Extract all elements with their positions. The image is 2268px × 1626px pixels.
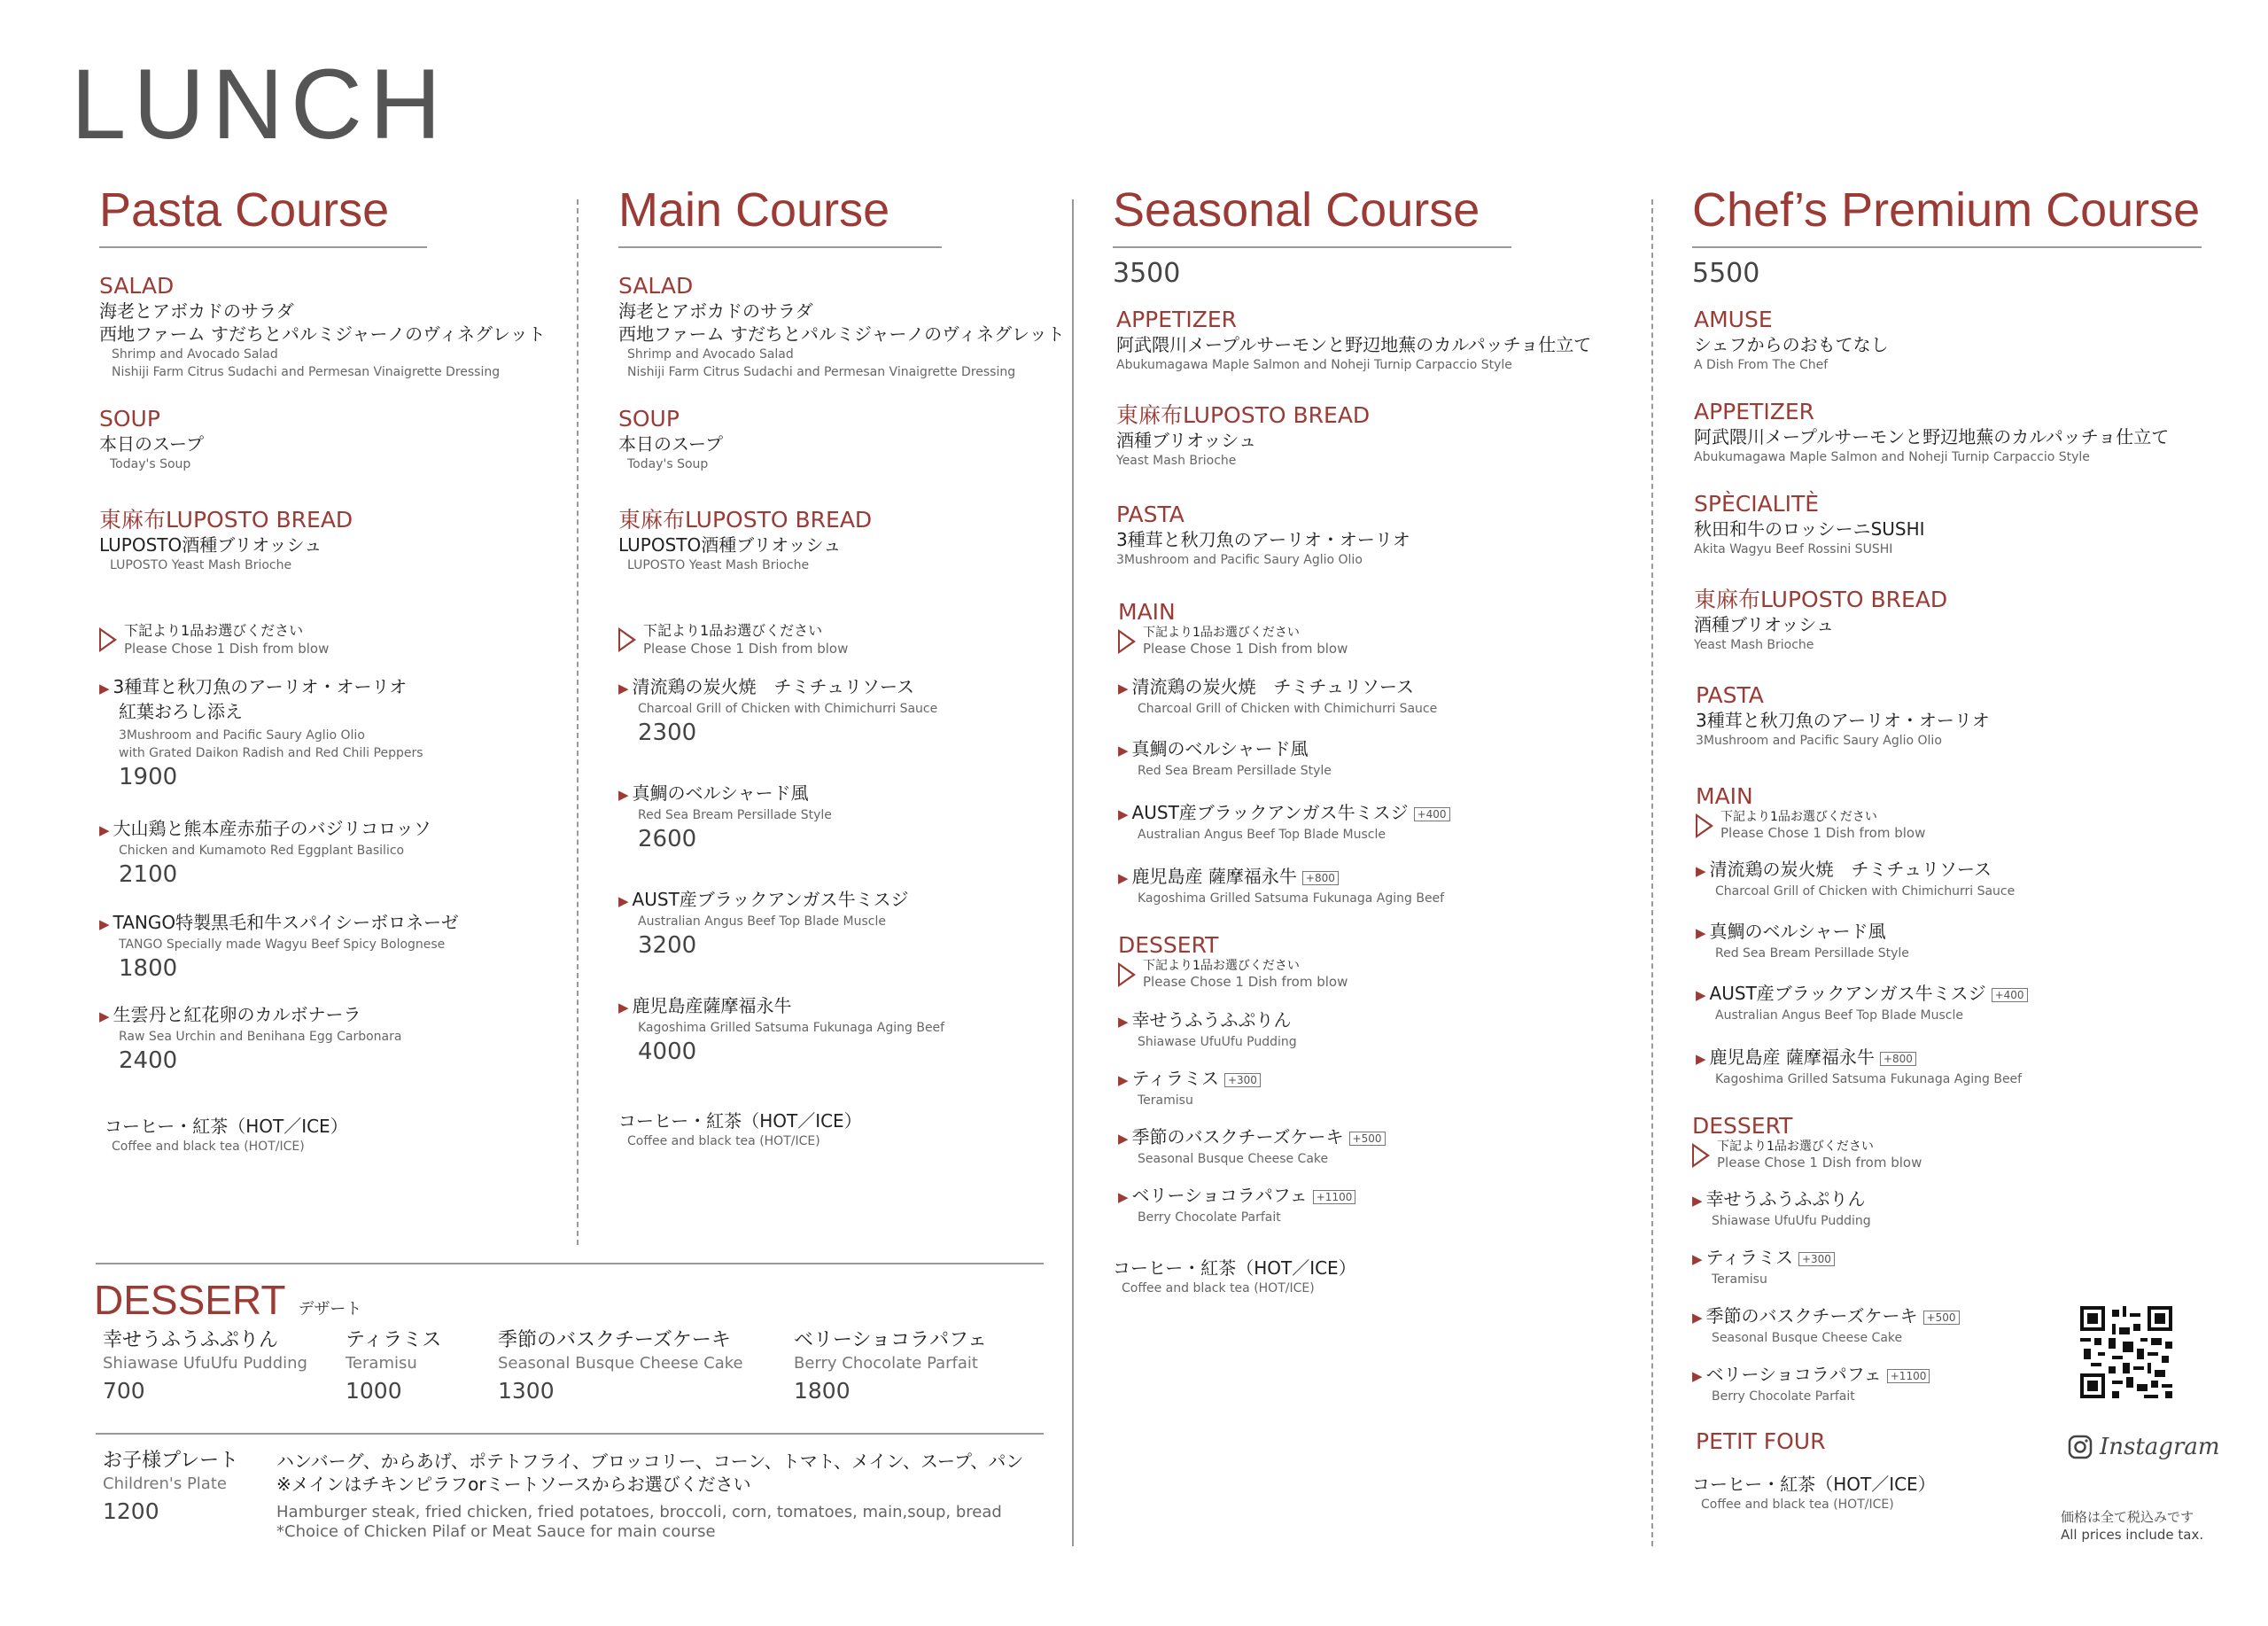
menu-item xyxy=(1692,1363,1930,1405)
section-heading: SALAD xyxy=(99,273,175,299)
dish-en: TANGO Specially made Wagyu Beef Spicy Bolognese xyxy=(119,937,446,952)
qr-code-icon[interactable] xyxy=(2080,1306,2172,1398)
dish-en: Nishiji Farm Citrus Sudachi and Permesan Vinaigrette Dressing xyxy=(112,365,501,379)
dish-en: 3Mushroom and Pacific Saury Aglio Olio xyxy=(1116,553,1363,567)
triangle-icon xyxy=(618,627,636,652)
kids-plate-description xyxy=(276,1450,1023,1542)
main-section xyxy=(1696,783,1925,842)
kids-desc-en: *Choice of Chicken Pilaf or Meat Sauce for main course xyxy=(276,1522,716,1541)
section-heading: PASTA xyxy=(1116,502,1184,527)
dish-price: 1000 xyxy=(346,1378,402,1404)
dish-jp: 鹿児島産 薩摩福永牛 xyxy=(1131,866,1297,887)
triangle-icon xyxy=(1118,962,1136,987)
section-heading: APPETIZER xyxy=(1116,307,1237,332)
kids-desc-jp: ※メインはチキンピラフorミートソースからお選びください xyxy=(276,1474,751,1495)
section-heading: DESSERT xyxy=(1692,1113,1793,1139)
dish-en: Yeast Mash Brioche xyxy=(1116,454,1237,468)
dish-jp: 3種茸と秋刀魚のアーリオ・オーリオ xyxy=(1696,710,1990,731)
dish-en: Shiawase UfuUfu Pudding xyxy=(1138,1035,1297,1049)
menu-item xyxy=(99,1003,401,1076)
surcharge-badge: +500 xyxy=(1923,1311,1960,1325)
dish-jp: 本日のスープ xyxy=(618,433,723,455)
menu-item xyxy=(1692,1187,1871,1230)
dish-jp: ▶ 真鯛のベルシャード風 xyxy=(618,782,832,806)
section-heading: 東麻布LUPOSTO BREAD xyxy=(618,507,873,533)
dish-en: Nishiji Farm Citrus Sudachi and Permesan Vinaigrette Dressing xyxy=(627,365,1016,379)
dish-jp: ティラミス xyxy=(1705,1247,1793,1268)
dish-jp: コーヒー・紅茶（HOT／ICE） xyxy=(105,1116,348,1137)
choose-en: Please Chose 1 Dish from blow xyxy=(1717,1155,1922,1171)
dish-jp: ▶ 幸せうふうふぷりん xyxy=(1692,1187,1871,1212)
choose-en: Please Chose 1 Dish from blow xyxy=(643,641,849,657)
dish-en: Shiawase UfuUfu Pudding xyxy=(103,1354,307,1373)
section-heading: DESSERT xyxy=(1118,932,1219,958)
dish-jp: 幸せうふうふぷりん xyxy=(103,1329,279,1351)
divider-dessert-top xyxy=(96,1263,1044,1264)
dish-en: Today's Soup xyxy=(110,457,191,471)
dish-en: A Dish From The Chef xyxy=(1694,358,1829,372)
speciality-section xyxy=(1694,491,1925,558)
surcharge-badge: +400 xyxy=(1992,988,2028,1002)
dish-jp: ティラミス xyxy=(346,1329,442,1351)
surcharge-badge: +500 xyxy=(1349,1132,1386,1146)
menu-item xyxy=(1692,1246,1835,1288)
choose-note xyxy=(1118,626,1348,657)
dish-en: Kagoshima Grilled Satsuma Fukunaga Aging Beef xyxy=(1138,891,1445,906)
instagram-label: Instagram xyxy=(2100,1434,2220,1460)
dessert-menu-header xyxy=(94,1277,362,1323)
dish-jp: LUPOSTO酒種ブリオッシュ xyxy=(618,534,842,556)
dish-price: 2400 xyxy=(119,1047,178,1074)
amuse-section xyxy=(1694,307,1889,374)
menu-item xyxy=(1692,1304,1960,1347)
petit-four-section xyxy=(1696,1428,1825,1455)
section-heading: SPÈCIALITÈ xyxy=(1694,491,1820,517)
dish-en: Kagoshima Grilled Satsuma Fukunaga Aging Beef xyxy=(638,1021,945,1035)
bread-section xyxy=(99,507,353,574)
dish-en: LUPOSTO Yeast Mash Brioche xyxy=(110,558,292,572)
menu-item xyxy=(1118,1008,1297,1051)
section-heading: AMUSE xyxy=(1694,307,1773,332)
course-title: Chef’s Premium Course xyxy=(1692,186,2202,248)
dish-jp: LUPOSTO酒種ブリオッシュ xyxy=(99,534,322,556)
dish-jp: ベリーショコラパフェ xyxy=(794,1329,988,1351)
surcharge-badge: +300 xyxy=(1224,1073,1261,1087)
dish-en: Charcoal Grill of Chicken with Chimichurri Sauce xyxy=(1138,702,1438,716)
dessert-section xyxy=(1118,932,1348,991)
tax-en: All prices include tax. xyxy=(2061,1527,2204,1543)
soup-section xyxy=(618,406,723,473)
triangle-icon xyxy=(99,627,117,652)
course-title: Pasta Course xyxy=(99,186,427,248)
menu-item xyxy=(618,675,937,748)
dish-en: 3Mushroom and Pacific Saury Aglio Olio xyxy=(119,728,365,743)
divider-kids-top xyxy=(96,1433,1044,1435)
choose-note xyxy=(1696,810,1925,842)
dish-jp: 海老とアボカドのサラダ xyxy=(618,300,813,322)
choose-jp: 下記より1品お選びください xyxy=(1720,810,1877,824)
dish-jp: 海老とアボカドのサラダ xyxy=(99,300,294,322)
menu-item xyxy=(1118,1184,1355,1226)
dish-en: Seasonal Busque Cheese Cake xyxy=(1712,1331,1903,1345)
dish-en: Abukumagawa Maple Salmon and Noheji Turnip Carpaccio Style xyxy=(1116,358,1512,372)
salad-section xyxy=(618,273,1065,381)
dish-en: 3Mushroom and Pacific Saury Aglio Olio xyxy=(1696,734,1942,748)
dish-price: 3200 xyxy=(638,932,697,959)
choose-en: Please Chose 1 Dish from blow xyxy=(1720,825,1926,841)
surcharge-badge: +300 xyxy=(1798,1252,1835,1266)
choose-en: Please Chose 1 Dish from blow xyxy=(1143,974,1348,990)
menu-item xyxy=(1696,858,2015,900)
dish-jp: ▶ 真鯛のベルシャード風 xyxy=(1118,737,1332,762)
dish-price: 1300 xyxy=(498,1378,555,1404)
section-heading: PETIT FOUR xyxy=(1696,1428,1826,1454)
dish-en: Children's Plate xyxy=(103,1474,227,1493)
menu-item xyxy=(99,911,459,984)
soup-section xyxy=(99,406,204,473)
main-section xyxy=(1118,599,1348,657)
dish-en: Yeast Mash Brioche xyxy=(1694,638,1814,652)
dish-jp: 秋田和牛のロッシーニSUSHI xyxy=(1694,518,1925,540)
dish-en: Coffee and black tea (HOT/ICE) xyxy=(1122,1281,1315,1295)
dish-en: Raw Sea Urchin and Benihana Egg Carbonara xyxy=(119,1030,402,1044)
kids-desc-jp: ハンバーグ、からあげ、ポテトフライ、ブロッコリー、コーン、トマト、メイン、スープ、パン xyxy=(276,1451,1024,1472)
dish-jp: ▶ 清流鶏の炭火焼 チミチュリソース xyxy=(1118,675,1437,700)
choose-jp: 下記より1品お選びください xyxy=(124,622,304,639)
pasta-section xyxy=(1696,682,1990,750)
dish-en: Red Sea Bream Persillade Style xyxy=(1715,946,1909,961)
dish-jp: 酒種ブリオッシュ xyxy=(1116,430,1256,451)
section-heading: SOUP xyxy=(618,406,680,432)
triangle-icon xyxy=(1696,813,1713,838)
dish-price: 4000 xyxy=(638,1039,697,1065)
kids-desc-en: Hamburger steak, fried chicken, fried potatoes, broccoli, corn, tomatoes, main,soup, bread xyxy=(276,1503,1002,1521)
dish-price: 2600 xyxy=(638,826,697,852)
dessert-section xyxy=(1692,1113,1922,1171)
dish-en: Shiawase UfuUfu Pudding xyxy=(1712,1214,1871,1228)
dish-jp: ▶ 清流鶏の炭火焼 チミチュリソース xyxy=(1696,858,2015,883)
main-course xyxy=(618,183,1065,1148)
section-heading: PASTA xyxy=(1696,682,1764,708)
tax-jp: 価格は全て税込みです xyxy=(2061,1509,2194,1525)
menu-item xyxy=(618,888,909,961)
surcharge-badge: +1100 xyxy=(1887,1369,1930,1383)
dish-en: Australian Angus Beef Top Blade Muscle xyxy=(1138,828,1386,842)
dish-en: Red Sea Bream Persillade Style xyxy=(1138,764,1332,778)
section-heading: 東麻布LUPOSTO BREAD xyxy=(1694,587,1948,612)
dish-jp: AUST産ブラックアンガス牛ミスジ xyxy=(1131,802,1409,823)
dish-jp: 季節のバスクチーズケーキ xyxy=(1705,1305,1918,1326)
dish-jp: ベリーショコラパフェ xyxy=(1131,1185,1308,1206)
menu-item xyxy=(1118,737,1332,780)
pasta-course xyxy=(99,183,546,1154)
section-heading: 東麻布LUPOSTO BREAD xyxy=(1116,402,1371,428)
dish-jp: 季節のバスクチーズケーキ xyxy=(1131,1126,1344,1148)
dish-jp: ▶ 鹿児島産薩摩福永牛 xyxy=(618,994,944,1019)
dessert-item xyxy=(794,1329,987,1407)
dish-jp: ティラミス xyxy=(1131,1068,1219,1089)
dish-jp: 3種茸と秋刀魚のアーリオ・オーリオ xyxy=(1116,529,1410,550)
dish-jp: ▶ TANGO特製黒毛和牛スパイシーボロネーゼ xyxy=(99,911,459,936)
dish-en: Coffee and black tea (HOT/ICE) xyxy=(1701,1498,1894,1512)
dish-jp: お子様プレート xyxy=(103,1450,239,1472)
dish-price: 2300 xyxy=(638,720,697,746)
dish-en: Coffee and black tea (HOT/ICE) xyxy=(627,1134,820,1148)
dish-en: Berry Chocolate Parfait xyxy=(1138,1210,1281,1225)
dish-jp: AUST産ブラックアンガス牛ミスジ xyxy=(1709,983,1986,1004)
page-title: LUNCH xyxy=(71,49,448,159)
dish-jp: 季節のバスクチーズケーキ xyxy=(498,1329,731,1351)
dessert-item xyxy=(498,1329,743,1407)
dish-en: Shrimp and Avocado Salad xyxy=(112,347,278,362)
course-title: Main Course xyxy=(618,186,942,248)
dish-en: Australian Angus Beef Top Blade Muscle xyxy=(1715,1008,1963,1023)
dish-en: Teramisu xyxy=(1712,1272,1767,1287)
surcharge-badge: +1100 xyxy=(1313,1190,1356,1204)
dish-en: Abukumagawa Maple Salmon and Noheji Turnip Carpaccio Style xyxy=(1694,450,2090,464)
dessert-menu-title: DESSERT xyxy=(94,1277,286,1323)
coffee-section xyxy=(618,1109,862,1150)
course-price: 3500 xyxy=(1113,258,1181,289)
menu-item xyxy=(1696,1046,2022,1088)
section-heading: SOUP xyxy=(99,406,160,432)
bread-section xyxy=(1116,402,1370,470)
dish-price: 2100 xyxy=(119,861,178,888)
dish-price: 1800 xyxy=(119,955,178,982)
dish-en: Teramisu xyxy=(346,1354,417,1373)
dish-jp: ▶ 幸せうふうふぷりん xyxy=(1118,1008,1297,1033)
section-heading: MAIN xyxy=(1118,599,1176,625)
menu-item xyxy=(1118,801,1450,844)
dish-en: Chicken and Kumamoto Red Eggplant Basilico xyxy=(119,844,405,858)
dish-en: Today's Soup xyxy=(627,457,709,471)
divider-seasonal-premium xyxy=(1651,199,1653,1546)
dish-jp: 酒種ブリオッシュ xyxy=(1694,614,1834,635)
dish-jp: 阿武隈川メープルサーモンと野辺地蕪のカルパッチョ仕立て xyxy=(1116,334,1592,355)
dessert-menu-subtitle: デザート xyxy=(298,1300,362,1319)
dish-en: Charcoal Grill of Chicken with Chimichurri Sauce xyxy=(1715,884,2016,899)
dish-en: Seasonal Busque Cheese Cake xyxy=(1138,1152,1329,1166)
triangle-icon xyxy=(1692,1143,1710,1168)
appetizer-section xyxy=(1116,307,1591,374)
dish-jp: ▶ 大山鶏と熊本産赤茄子のバジリコロッソ xyxy=(99,817,431,842)
section-heading: MAIN xyxy=(1696,783,1753,809)
coffee-section xyxy=(1692,1473,1936,1513)
pasta-section xyxy=(1116,502,1410,569)
salad-section xyxy=(99,273,546,381)
instagram-icon xyxy=(2068,1435,2093,1459)
menu-item xyxy=(99,675,423,792)
choose-note xyxy=(1118,959,1348,991)
choose-note xyxy=(618,622,848,657)
dish-en: Akita Wagyu Beef Rossini SUSHI xyxy=(1694,542,1893,556)
dessert-item xyxy=(103,1329,307,1407)
choose-note xyxy=(99,622,329,657)
dish-jp: 西地ファーム すだちとパルミジャーノのヴィネグレット xyxy=(618,323,1065,345)
dish-en: Australian Angus Beef Top Blade Muscle xyxy=(638,914,886,929)
menu-item xyxy=(618,994,944,1067)
surcharge-badge: +400 xyxy=(1414,807,1450,821)
section-heading: 東麻布LUPOSTO BREAD xyxy=(99,507,353,533)
dish-en: Coffee and black tea (HOT/ICE) xyxy=(112,1140,305,1154)
choose-jp: 下記より1品お選びください xyxy=(1717,1140,1874,1154)
menu-item xyxy=(1118,675,1437,718)
menu-item xyxy=(1696,982,2028,1024)
dish-en: Teramisu xyxy=(1138,1093,1193,1108)
section-heading: SALAD xyxy=(618,273,694,299)
menu-item xyxy=(1118,1067,1261,1109)
dish-en: Red Sea Bream Persillade Style xyxy=(638,808,832,822)
bread-section xyxy=(1694,587,1947,654)
section-heading: APPETIZER xyxy=(1694,399,1814,424)
dish-jp: ▶ 3種茸と秋刀魚のアーリオ・オーリオ xyxy=(99,675,423,700)
dish-jp: 西地ファーム すだちとパルミジャーノのヴィネグレット xyxy=(99,323,546,345)
dish-jp: 阿武隈川メープルサーモンと野辺地蕪のカルパッチョ仕立て xyxy=(1694,426,2170,447)
dish-en: with Grated Daikon Radish and Red Chili Peppers xyxy=(119,746,423,760)
dish-jp: コーヒー・紅茶（HOT／ICE） xyxy=(1113,1257,1356,1279)
menu-item xyxy=(1696,920,1909,962)
dish-price: 1900 xyxy=(119,764,178,790)
dish-en: Shrimp and Avocado Salad xyxy=(627,347,794,362)
dish-jp: コーヒー・紅茶（HOT／ICE） xyxy=(618,1110,862,1132)
dish-en: Charcoal Grill of Chicken with Chimichurri Sauce xyxy=(638,702,938,716)
choose-jp: 下記より1品お選びください xyxy=(1143,626,1300,640)
kids-plate xyxy=(103,1450,238,1528)
instagram-link[interactable] xyxy=(2068,1434,2220,1460)
menu-item xyxy=(1118,865,1444,907)
surcharge-badge: +800 xyxy=(1302,871,1339,885)
dish-jp: ▶ 真鯛のベルシャード風 xyxy=(1696,920,1909,945)
divider-pasta-main xyxy=(577,199,579,1245)
dish-jp: シェフからのおもてなし xyxy=(1694,334,1889,355)
seasonal-course xyxy=(1113,183,1627,1295)
dish-en: Kagoshima Grilled Satsuma Fukunaga Aging Beef xyxy=(1715,1072,2023,1086)
dessert-item xyxy=(346,1329,441,1407)
coffee-section xyxy=(105,1115,348,1155)
dish-price: 1200 xyxy=(103,1498,159,1524)
course-price: 5500 xyxy=(1692,258,1760,289)
choose-note xyxy=(1692,1140,1922,1171)
tax-note xyxy=(2061,1508,2203,1544)
surcharge-badge: +800 xyxy=(1880,1052,1916,1066)
menu-item xyxy=(1118,1125,1386,1168)
course-title: Seasonal Course xyxy=(1113,186,1511,248)
choose-en: Please Chose 1 Dish from blow xyxy=(124,641,330,657)
dish-jp-sub: 紅葉おろし添え xyxy=(119,701,243,722)
dish-en: LUPOSTO Yeast Mash Brioche xyxy=(627,558,810,572)
triangle-icon xyxy=(1118,629,1136,654)
dish-jp: ▶ AUST産ブラックアンガス牛ミスジ xyxy=(618,888,909,913)
dish-en: Berry Chocolate Parfait xyxy=(1712,1389,1855,1404)
bread-section xyxy=(618,507,872,574)
menu-item xyxy=(99,817,431,890)
dish-jp: ▶ 生雲丹と紅花卵のカルボナーラ xyxy=(99,1003,401,1028)
dish-jp: 鹿児島産 薩摩福永牛 xyxy=(1709,1046,1875,1068)
dish-jp: ▶ 清流鶏の炭火焼 チミチュリソース xyxy=(618,675,937,700)
dish-en: Seasonal Busque Cheese Cake xyxy=(498,1354,743,1373)
dish-jp: コーヒー・紅茶（HOT／ICE） xyxy=(1692,1474,1936,1495)
dish-en: Berry Chocolate Parfait xyxy=(794,1354,978,1373)
menu-item xyxy=(618,782,832,854)
dish-price: 700 xyxy=(103,1378,145,1404)
appetizer-section xyxy=(1694,399,2169,466)
dish-price: 1800 xyxy=(794,1378,850,1404)
choose-jp: 下記より1品お選びください xyxy=(643,622,823,639)
divider-main-seasonal xyxy=(1072,199,1074,1546)
choose-en: Please Chose 1 Dish from blow xyxy=(1143,641,1348,657)
dish-jp: 本日のスープ xyxy=(99,433,204,455)
coffee-section xyxy=(1113,1256,1356,1297)
dish-jp: ベリーショコラパフェ xyxy=(1705,1364,1882,1385)
choose-jp: 下記より1品お選びください xyxy=(1143,959,1300,973)
